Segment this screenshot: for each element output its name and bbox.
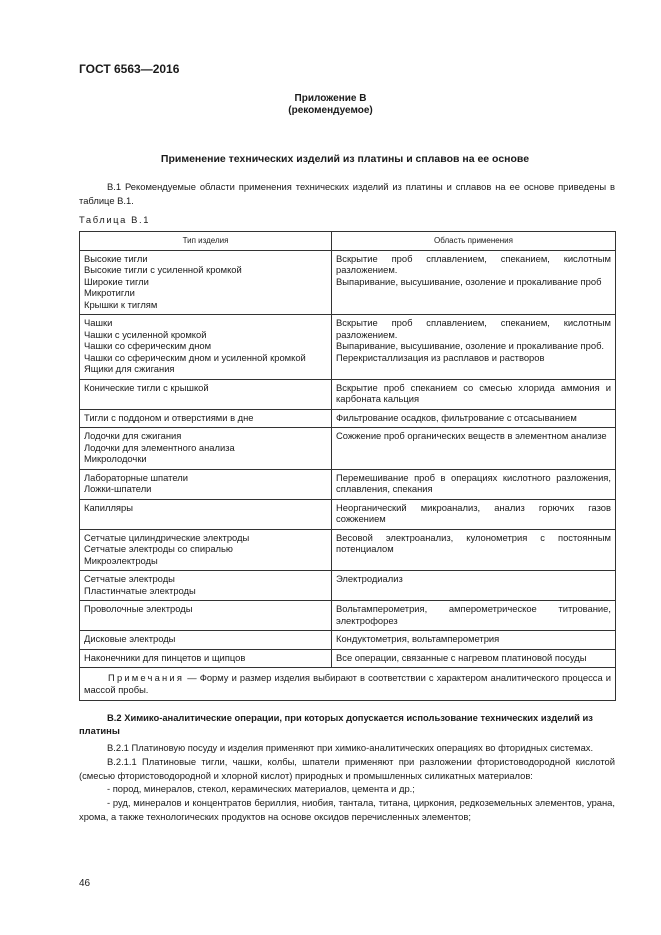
annex-subtitle: (рекомендуемое) xyxy=(288,105,373,116)
table-row xyxy=(80,631,616,650)
column-header-type: Тип изделия xyxy=(80,232,332,251)
note-label: Примечания xyxy=(108,672,185,683)
page-number: 46 xyxy=(79,878,91,889)
table-row xyxy=(80,571,616,601)
product-type-line: Высокие тигли с усиленной кромкой xyxy=(84,264,242,275)
product-type-line: Сетчатые цилиндрические электроды xyxy=(84,531,250,543)
table-row xyxy=(80,601,616,631)
application-line: Вскрытие проб сплавлением, спеканием, кислотным разложением. xyxy=(336,317,611,340)
table-note-row xyxy=(80,668,616,701)
application-line: Весовой электроанализ, кулонометрия с постоянным потенциалом xyxy=(336,531,611,554)
product-type-line: Тигли с поддоном и отверстиями в дне xyxy=(84,411,254,423)
cell-product-type xyxy=(80,529,332,571)
table-row xyxy=(80,428,616,470)
application-line: Фильтрование осадков, фильтрование с отсасыванием xyxy=(336,411,577,423)
table-header-row xyxy=(80,232,616,251)
product-type-line: Микроэлектроды xyxy=(84,554,158,566)
section-b2-list-item-2: - руд, минералов и концентратов бериллия, ниобия, тантала, титана, циркония, редкоземельных элементов, урана, хрома, а также технологических продуктов на основе оксидов перечисленных элементов; xyxy=(79,797,615,822)
product-type-line: Лабораторные шпатели xyxy=(84,471,188,483)
application-line: Вольтамперометрия, амперометрическое титрование, электрофорез xyxy=(336,603,611,626)
application-line: Выпаривание, высушивание, озоление и прокаливание проб xyxy=(336,275,602,287)
application-line: Выпаривание, высушивание, озоление и прокаливание проб. xyxy=(336,340,605,351)
table-label: Таблица В.1 xyxy=(79,214,151,225)
product-type-line: Чашки со сферическим дном xyxy=(84,340,212,351)
cell-product-type xyxy=(80,571,332,601)
column-header-application: Область применения xyxy=(332,232,616,251)
cell-application-area xyxy=(332,499,616,529)
application-line: Сожжение проб органических веществ в элементном анализе xyxy=(336,430,607,441)
product-type-line: Ложки-шпатели xyxy=(84,483,152,494)
cell-product-type xyxy=(80,315,332,380)
product-type-line: Сетчатые электроды со спиралью xyxy=(84,543,233,554)
product-type-line: Высокие тигли xyxy=(84,252,148,264)
product-type-line: Чашки с усиленной кромкой xyxy=(84,328,207,340)
application-line: Неорганический микроанализ, анализ горючих газов сожжением xyxy=(336,501,611,524)
application-line: Вскрытие проб сплавлением, спеканием, кислотным разложением. xyxy=(336,252,611,275)
product-type-line: Чашки со сферическим дном и усиленной кромкой xyxy=(84,351,306,363)
product-type-line: Сетчатые электроды xyxy=(84,573,175,584)
product-type-line: Крышки к тиглям xyxy=(84,298,158,310)
application-line: Вскрытие проб спеканием со смесью хлорида аммония и карбоната кальция xyxy=(336,381,611,404)
table-note xyxy=(80,668,616,701)
section-b2-paragraph-2: В.2.1.1 Платиновые тигли, чашки, колбы, шпатели применяют при разложении фтористоводородной кислотой (смесью фтористоводородной и хлорной кислот) природных и промышленных силикатных материалов: xyxy=(79,756,615,781)
cell-application-area xyxy=(332,250,616,315)
table-body xyxy=(80,250,616,668)
table-row xyxy=(80,315,616,380)
product-type-line: Дисковые электроды xyxy=(84,633,176,644)
application-line: Перемешивание проб в операциях кислотного разложения, сплавления, спекания xyxy=(336,471,611,494)
product-type-line: Ящики для сжигания xyxy=(84,363,175,374)
note-text: — Форму и размер изделия выбирают в соответствии с характером аналитического процесса и массой пробы. xyxy=(84,672,611,695)
product-type-line: Лодочки для сжигания xyxy=(84,430,182,441)
product-type-line: Чашки xyxy=(84,317,113,328)
cell-product-type xyxy=(80,469,332,499)
cell-application-area xyxy=(332,649,616,668)
application-line: Электродиализ xyxy=(336,573,403,584)
cell-product-type xyxy=(80,631,332,650)
product-type-line: Капилляры xyxy=(84,501,133,513)
cell-product-type xyxy=(80,601,332,631)
cell-product-type xyxy=(80,499,332,529)
cell-application-area xyxy=(332,379,616,409)
cell-product-type xyxy=(80,409,332,428)
cell-application-area xyxy=(332,631,616,650)
table-row xyxy=(80,469,616,499)
cell-product-type xyxy=(80,250,332,315)
cell-application-area xyxy=(332,571,616,601)
application-line: Все операции, связанные с нагревом платиновой посуды xyxy=(336,651,587,663)
intro-paragraph: В.1 Рекомендуемые области применения технических изделий из платины и сплавов на ее основе приведены в таблице В.1. xyxy=(79,181,615,206)
table-row xyxy=(80,250,616,315)
cell-application-area xyxy=(332,409,616,428)
product-type-line: Наконечники для пинцетов и щипцов xyxy=(84,651,246,663)
section-b2-heading: В.2 Химико-аналитические операции, при которых допускается использование технических изделий из платины xyxy=(79,712,593,736)
cell-application-area xyxy=(332,529,616,571)
section-b2-list-item-1: - пород, минералов, стекол, керамических материалов, цемента и др.; xyxy=(107,783,415,794)
product-type-line: Микротигли xyxy=(84,287,135,298)
table-row xyxy=(80,379,616,409)
cell-application-area xyxy=(332,315,616,380)
application-line: Перекристаллизация из расплавов и растворов xyxy=(336,351,545,363)
section-b2-paragraph-1: В.2.1 Платиновую посуду и изделия применяют при химико-аналитических операциях во фторидных системах. xyxy=(107,742,594,753)
annex-title: Приложение В xyxy=(294,93,367,104)
application-line: Кондуктометрия, вольтамперометрия xyxy=(336,633,500,644)
section-title: Применение технических изделий из платины и сплавов на ее основе xyxy=(160,153,530,165)
cell-product-type xyxy=(80,649,332,668)
table-row xyxy=(80,409,616,428)
table-row xyxy=(80,649,616,668)
product-type-line: Пластинчатые электроды xyxy=(84,584,196,596)
product-type-line: Лодочки для элементного анализа xyxy=(84,441,235,453)
cell-application-area xyxy=(332,601,616,631)
cell-application-area xyxy=(332,469,616,499)
product-type-line: Широкие тигли xyxy=(84,275,149,287)
product-type-line: Проволочные электроды xyxy=(84,603,193,614)
product-type-line: Микролодочки xyxy=(84,453,147,464)
table-row xyxy=(80,529,616,571)
cell-application-area xyxy=(332,428,616,470)
products-table xyxy=(79,231,616,701)
document-code: ГОСТ 6563—2016 xyxy=(79,62,180,76)
product-type-line: Конические тигли с крышкой xyxy=(84,381,209,393)
cell-product-type xyxy=(80,379,332,409)
cell-product-type xyxy=(80,428,332,470)
table-row xyxy=(80,499,616,529)
